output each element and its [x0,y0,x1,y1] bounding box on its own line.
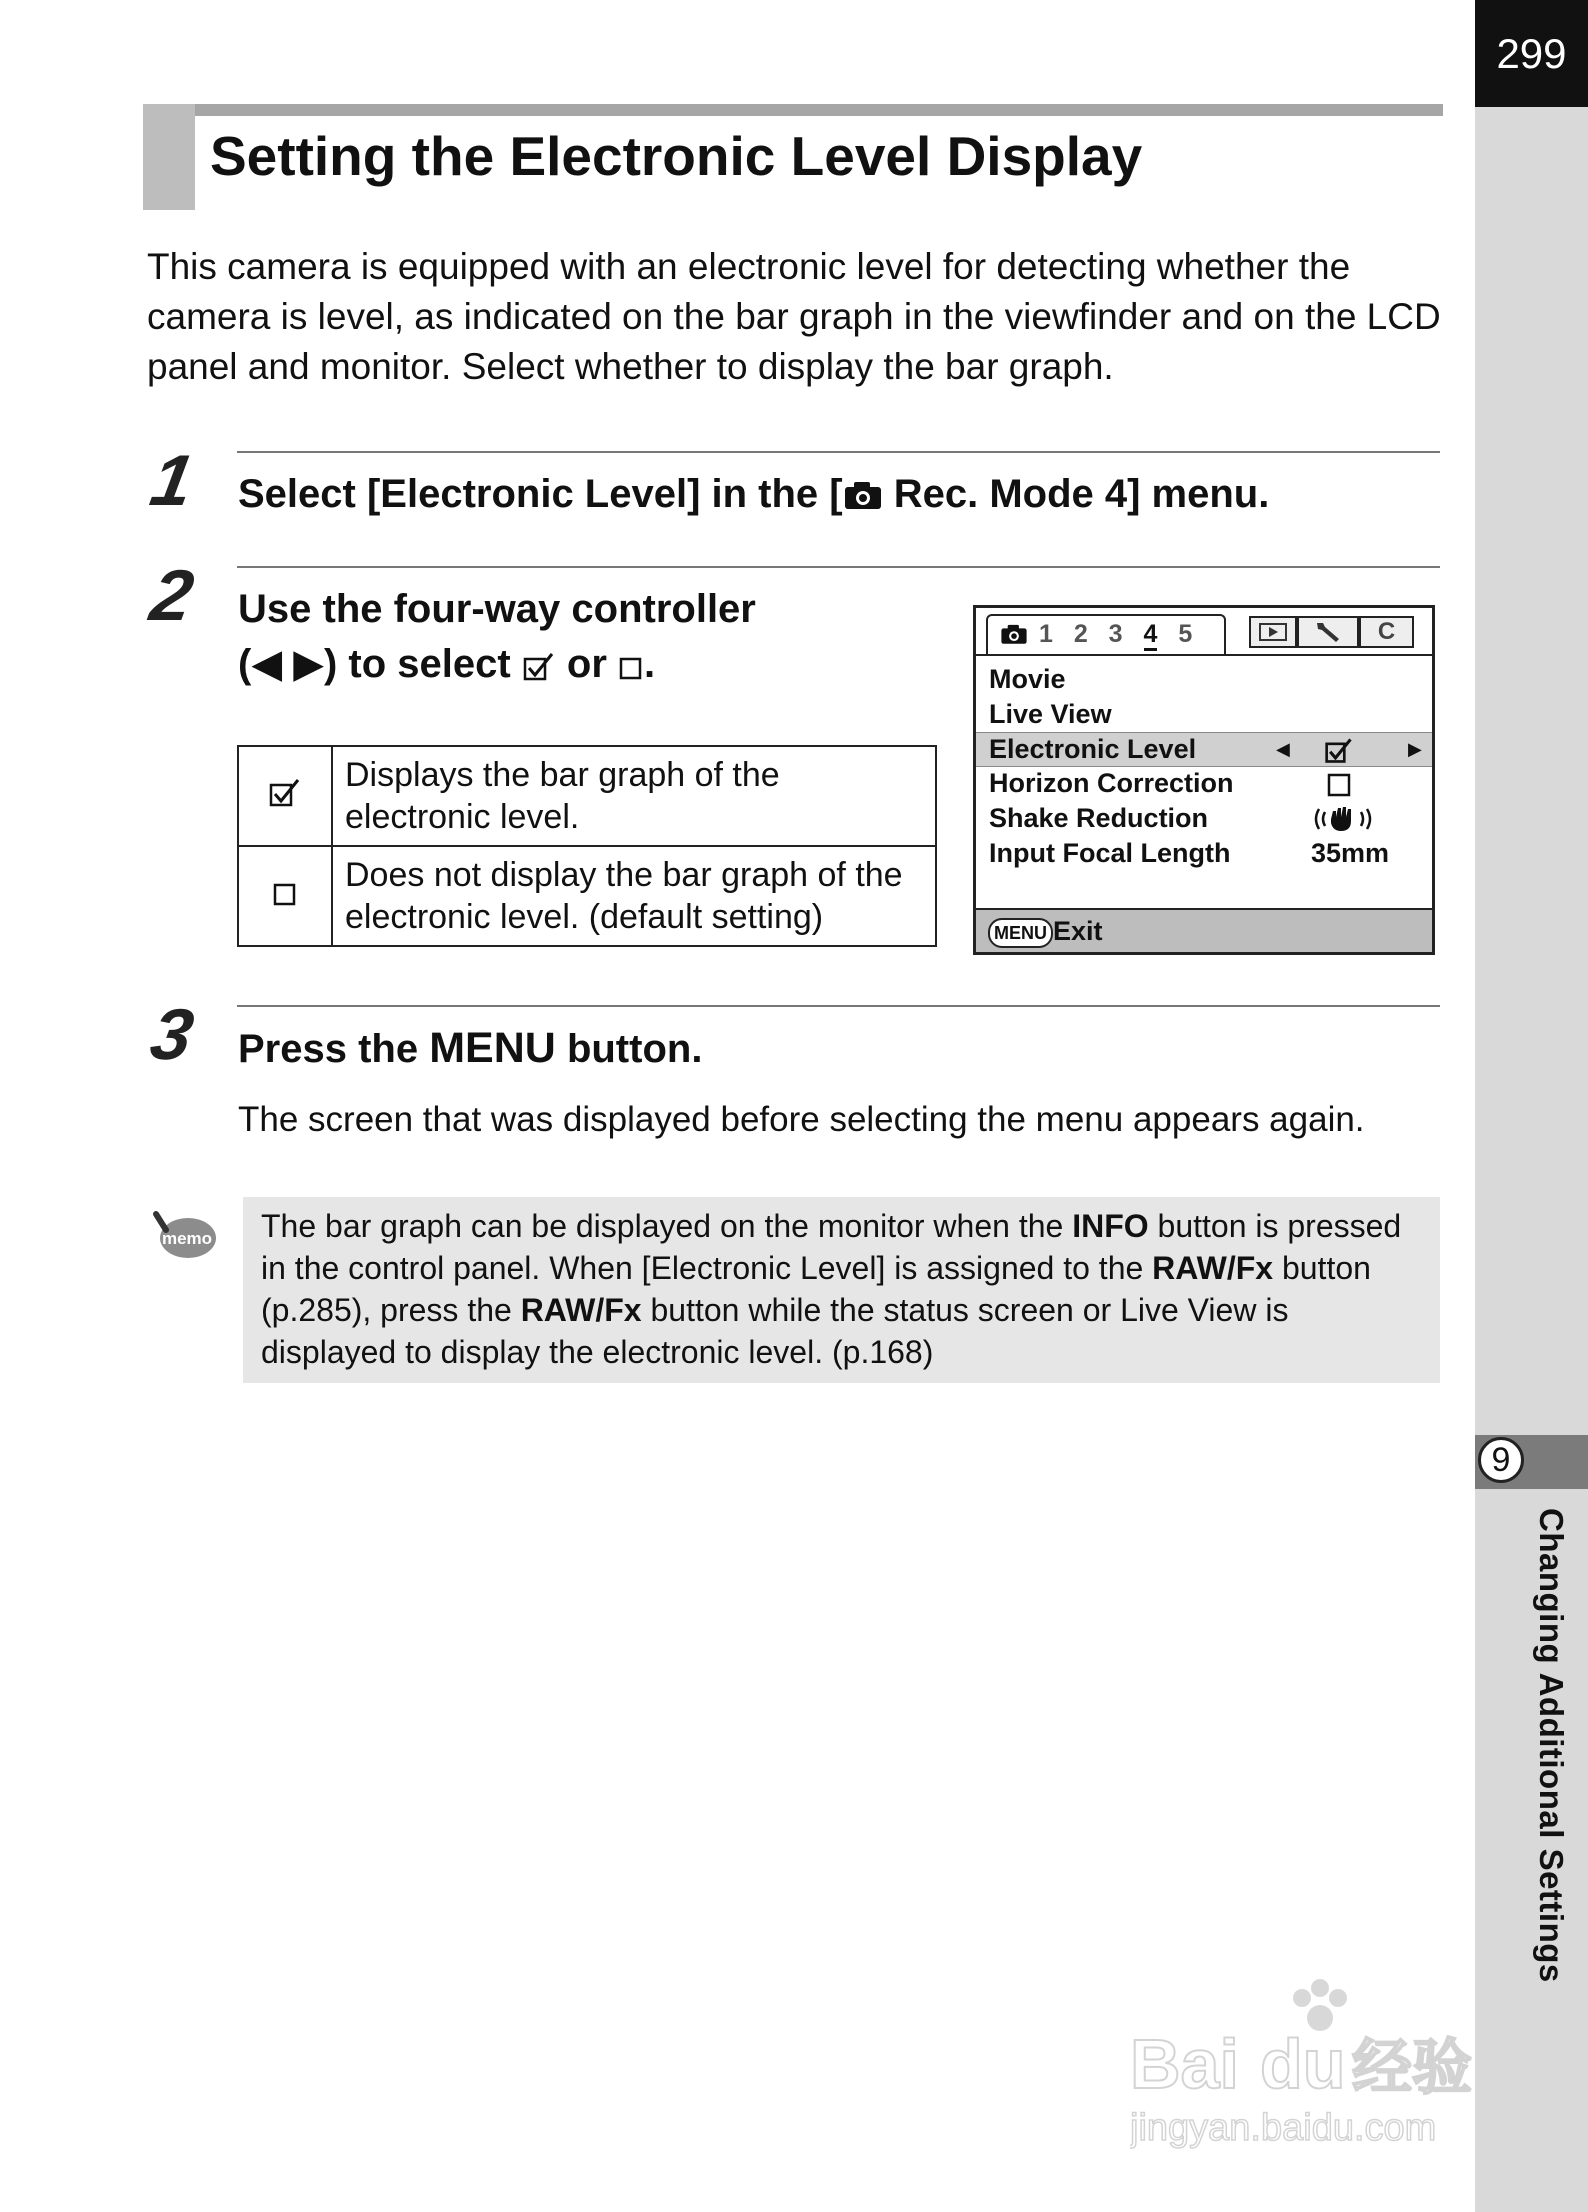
lcd-row-label: Shake Reduction [989,803,1209,833]
memo-text: The bar graph can be displayed on the monitor when the [261,1208,1073,1244]
raw-fx-button-label: RAW/Fx [1152,1250,1274,1286]
lcd-row-value: 35mm [1311,838,1390,868]
lcd-menu-row [976,837,1432,870]
info-button-label: INFO [1072,1208,1149,1244]
option-icon-cell [238,746,332,846]
lcd-menu-row [976,802,1432,835]
table-row [238,746,936,846]
memo-box [243,1197,1440,1383]
memo-text: button (p.285), press the [261,1250,1371,1328]
camera-icon [843,480,883,510]
playback-icon [1258,622,1288,642]
lcd-menu-row [976,767,1432,800]
watermark-text: Bai [1130,2025,1239,2103]
chapter-number: 9 [1478,1437,1524,1483]
step-divider [237,566,1440,568]
lcd-tab-playback [1249,616,1297,648]
lcd-menu-row [976,663,1432,696]
memo-text: button while the status screen or Live View is displayed to display the electronic level. (p.168) [261,1292,1289,1370]
step-divider [237,1005,1440,1007]
memo-text: button is pressed in the control panel. When [Electronic Level] is assigned to the [261,1208,1402,1286]
lcd-menu-row [976,698,1432,731]
raw-fx-button-label: RAW/Fx [520,1292,642,1328]
lcd-tab-num: 2 [1073,620,1088,648]
table-row [238,846,936,946]
chapter-title: Changing Additional Settings [1533,1508,1570,1983]
wrench-icon [1313,619,1343,643]
camera-lcd-screen [973,605,1435,955]
empty-box-icon [272,879,298,907]
title-rule [143,104,1443,116]
camera-icon [1000,623,1028,645]
page-title: Setting the Electronic Level Display [210,125,1143,187]
step-1-text [238,467,1269,522]
check-box-icon [522,651,556,681]
check-box-icon [268,777,302,807]
step-3-text-pre: Press the [238,1027,430,1071]
lcd-row-label: Movie [989,664,1066,694]
options-table [237,745,937,947]
shake-reduction-icon [1311,805,1375,833]
watermark-url: jingyan.baidu.com [1130,2107,1437,2149]
step-3-description: The screen that was displayed before selecting the menu appears again. [238,1100,1365,1139]
title-marker [143,104,195,210]
empty-box-icon [1326,772,1352,798]
lcd-tab-num: 3 [1108,620,1123,648]
menu-button-icon: MENU [988,918,1053,948]
step-2-line1: Use the four-way controller [238,587,756,631]
option-icon-cell [238,846,332,946]
step-2-line2 [238,637,756,692]
intro-paragraph: This camera is equipped with an electronic level for detecting whether the camera is level, as indicated on the bar graph in the viewfinder and on the LCD panel and monitor. Select whether to display the bar graph. [147,246,1441,387]
watermark-text: 经验 [1352,2033,1472,2103]
lcd-row-label: Horizon Correction [989,768,1234,798]
memo-icon [152,1208,218,1262]
step-1-text-pre: Select [Electronic Level] in the [ [238,472,843,516]
step-3-text-post: button. [555,1027,703,1071]
option-description: Does not display the bar graph of the electronic level. (default setting) [332,846,936,946]
lcd-tab-custom: C [1359,616,1414,648]
memo-icon-label: memo [161,1229,213,1248]
left-right-arrows-icon: ◀ ▶ [251,642,324,686]
lcd-tab-setup [1297,616,1359,648]
step-1-number: 1 [144,441,200,521]
step-3-text [238,1021,702,1077]
step-2-text [238,582,756,692]
step-2-number: 2 [144,556,200,636]
page-number: 299 [1475,0,1588,107]
step-2-paren-open: ( [238,642,252,686]
lcd-row-label: Electronic Level [989,734,1197,764]
lcd-row-label: Live View [989,699,1112,729]
right-arrow-icon: ▶ [1408,739,1422,759]
lcd-tab-bar [976,608,1432,656]
left-arrow-icon: ◀ [1276,739,1290,759]
lcd-exit-label: Exit [1053,916,1103,946]
option-description: Displays the bar graph of the electronic level. [332,746,936,846]
lcd-row-label: Input Focal Length [989,838,1231,868]
lcd-tab-num: 1 [1038,620,1053,648]
empty-box-icon [618,651,644,681]
check-box-icon [1324,736,1354,764]
menu-button-label: MENU [429,1024,556,1072]
watermark-text: du [1260,2025,1346,2103]
lcd-footer [976,908,1432,952]
lcd-tab-num: 5 [1178,620,1193,648]
step-1-text-post: Rec. Mode 4] menu. [882,472,1270,516]
lcd-menu-row-selected [976,732,1432,767]
step-2-period: . [644,642,656,686]
lcd-tab-rec-mode [986,614,1226,654]
step-2-select-text: ) to select [323,642,522,686]
step-divider [237,451,1440,453]
baidu-watermark [1130,1970,1510,2150]
lcd-tab-num-selected: 4 [1144,620,1158,651]
step-2-or-text: or [555,642,619,686]
step-3-number: 3 [144,995,200,1075]
